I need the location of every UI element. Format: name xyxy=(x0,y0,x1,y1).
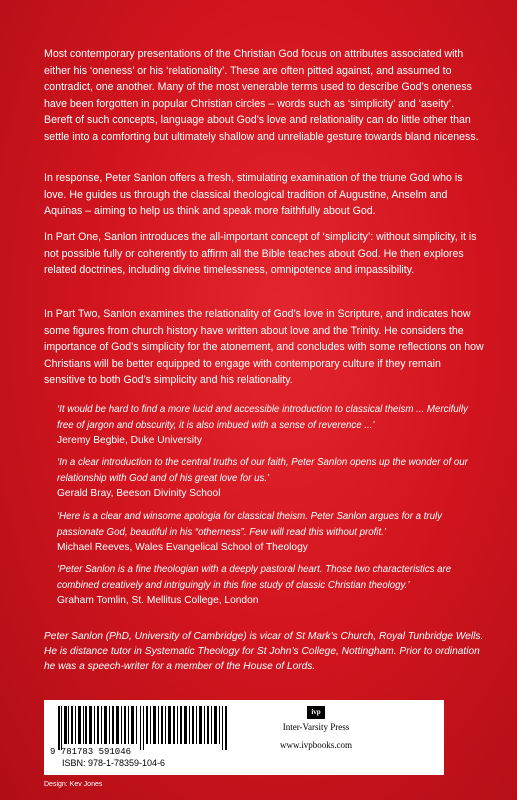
publisher-block xyxy=(256,700,376,775)
endorsement-4 xyxy=(57,562,482,609)
endorsement-text: ‘In a clear introduction to the central truths of our faith, Peter Sanlon opens up the wonder of our relationship with God and of his great love for us.’ xyxy=(57,457,468,484)
endorsement-author: Jeremy Begbie, Duke University xyxy=(57,435,202,447)
description-paragraph-3: In Part One, Sanlon introduces the all-important concept of ‘simplicity’: without simplicity, it is not possible fully or coherently to affirm all the Bible teaches about God. He then explores related doctrines, including divine timelessness, omnipotence and impassibility. xyxy=(44,231,477,277)
barcode-icon xyxy=(48,704,243,756)
ivp-logo: ivp xyxy=(307,706,325,719)
endorsement-text: ‘Here is a clear and winsome apologia for classical theism. Peter Sanlon argues for a truly passionate God, beautiful in his “otherness”. Few will read this without profit.’ xyxy=(57,511,442,538)
publisher-url[interactable]: www.ivpbooks.com xyxy=(280,740,352,750)
description-paragraph-2: In response, Peter Sanlon offers a fresh, stimulating examination of the triune God who is love. He guides us through the classical theological tradition of Augustine, Anselm and Aquinas – aiming to help us think and speak more faithfully about God. xyxy=(44,172,463,218)
design-credit: Design: Kev Jones xyxy=(44,781,103,788)
isbn-label: ISBN: 978-1-78359-104-6 xyxy=(62,758,166,768)
endorsement-author: Graham Tomlin, St. Mellitus College, London xyxy=(57,595,259,607)
description-paragraph-1: Most contemporary presentations of the Christian God focus on attributes associated with either his ‘oneness’ or his ‘relationality’. These are often pitted against, and assumed to contradict, one another. Many of the most venerable terms used to describe God’s oneness have been forgotten in popular Christian circles – words such as ‘simplicity’ and ‘aseity’. Bereft of such concepts, language about God’s love and relationality can do little other than settle into a comforting but ultimately shallow and unreliable gesture towards bland niceness. xyxy=(44,48,479,143)
publisher-name: Inter-Varsity Press xyxy=(282,722,350,732)
author-bio: Peter Sanlon (PhD, University of Cambridge) is vicar of St Mark’s Church, Royal Tunbridge Wells. He is distance tutor in Systematic Theology for St John’s College, Nottingham. Prior to ordination he was a speech-writer for a member of the House of Lords. xyxy=(44,631,484,673)
endorsement-text: ‘It would be hard to find a more lucid and accessible introduction to classical theism ... Mercifully free of jargon and obscurity, it is also imbued with a sense of reverence ...’ xyxy=(57,404,468,431)
endorsement-2 xyxy=(57,455,482,502)
endorsement-author: Michael Reeves, Wales Evangelical School of Theology xyxy=(57,542,308,554)
barcode-panel xyxy=(44,700,444,775)
endorsement-1 xyxy=(57,402,482,449)
endorsement-3 xyxy=(57,509,482,556)
endorsement-text: ‘Peter Sanlon is a fine theologian with a deeply pastoral heart. Those two characteristics are combined creatively and intriguingly in this fine study of classic Christian theology.’ xyxy=(57,564,452,591)
barcode-digits: 9 781783 591046 xyxy=(50,747,132,756)
description-paragraph-4: In Part Two, Sanlon examines the relationality of God’s love in Scripture, and indicates how some figures from church history have written about love and the Trinity. He considers the importance of God’s simplicity for the atonement, and concludes with some reflections on how Christians will be better equipped to engage with contemporary culture if they remain sensitive to both God’s simplicity and his relationality. xyxy=(44,308,484,387)
endorsement-author: Gerald Bray, Beeson Divinity School xyxy=(57,488,221,500)
